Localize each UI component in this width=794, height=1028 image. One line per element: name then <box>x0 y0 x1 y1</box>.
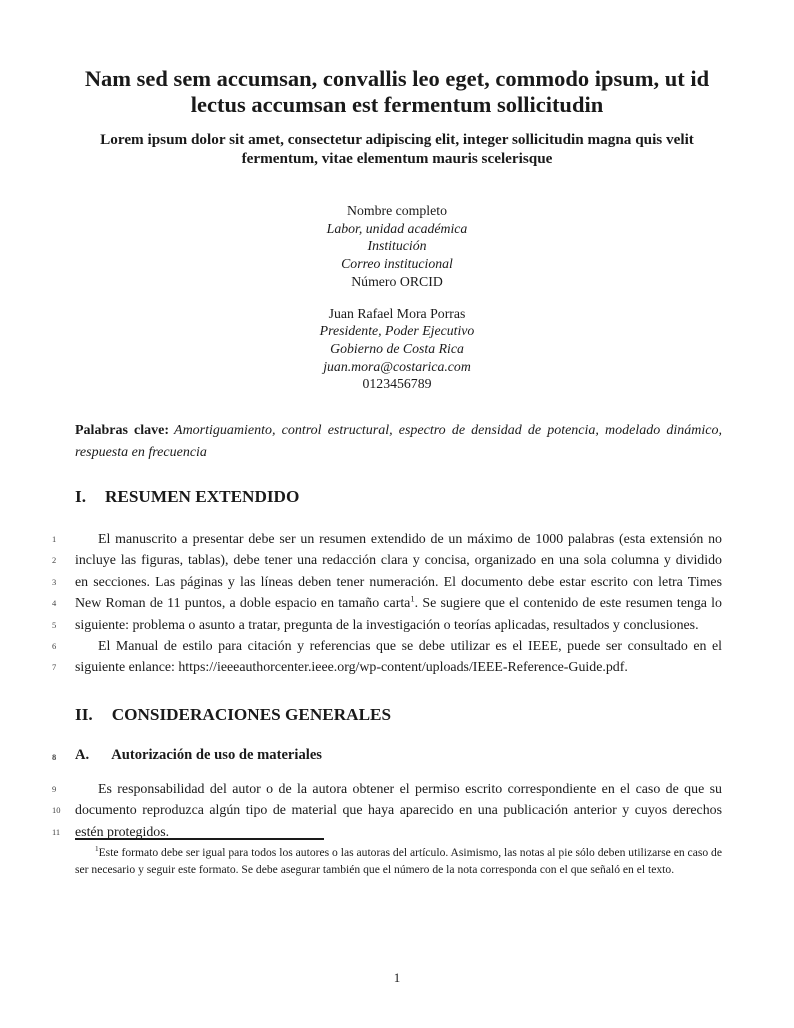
footnote <box>75 838 722 878</box>
line-text: estén protegidos. <box>75 824 170 840</box>
section-heading-consideraciones <box>75 705 391 725</box>
line-number: 5 <box>52 619 57 630</box>
body-line <box>52 800 722 821</box>
line-text: Es responsabilidad del autor o de la autora obtener el permiso escrito correspondiente en el caso de que su <box>98 782 722 797</box>
keywords-text: Amortiguamiento, control estructural, espectro de densidad de potencia, modelado dinámico, respuesta en frecuencia <box>75 423 722 461</box>
footnote-separator-rule <box>75 838 324 840</box>
line-number: 8 <box>52 752 57 762</box>
author-role: Labor, unidad académica <box>326 220 468 236</box>
body-line <box>52 636 722 657</box>
line-number: 6 <box>52 640 57 651</box>
line-number: 9 <box>52 784 57 794</box>
subsection-label: A. <box>75 747 90 763</box>
line-number: 10 <box>52 805 61 816</box>
line-text: El manuscrito a presentar debe ser un resumen extendido de un máximo de 1000 palabras (esta extensión no <box>98 532 722 547</box>
line-number: 2 <box>52 555 57 566</box>
subsection-heading-autorizacion <box>52 747 322 764</box>
keywords-paragraph <box>75 420 722 465</box>
subsection-title: Autorización de uso de materiales <box>111 747 322 763</box>
line-text: El Manual de estilo para citación y referencias que se debe utilizar es el IEEE, puede ser consultado en el <box>98 638 722 654</box>
body-line <box>52 529 722 550</box>
line-number: 11 <box>52 826 61 837</box>
section-title: CONSIDERACIONES GENERALES <box>111 705 392 724</box>
footnote-marker: 1 <box>95 845 99 854</box>
section-heading-resumen <box>75 487 299 507</box>
author-email: juan.mora@costarica.com <box>323 358 471 374</box>
line-text: siguiente: problema o asunto a tratar, pregunta de la investigación o teorías aplicadas, resultados y conclusiones. <box>75 617 699 633</box>
author-name: Nombre completo <box>346 203 447 218</box>
author-institution: Gobierno de Costa Rica <box>330 340 464 356</box>
page-number: 1 <box>393 970 401 985</box>
section-title: RESUMEN EXTENDIDO <box>105 487 300 506</box>
line-text: New Roman de 11 puntos, a doble espacio en tamaño carta <box>75 596 411 612</box>
body-section-1 <box>52 529 722 679</box>
author-role: Presidente, Poder Ejecutivo <box>319 323 475 339</box>
author-orcid: 0123456789 <box>362 376 432 392</box>
line-number: 7 <box>52 662 57 673</box>
keywords-label: Palabras clave: <box>75 423 170 438</box>
line-text: . Se sugiere que el contenido de este resumen tenga lo <box>414 596 722 612</box>
author-block-main <box>0 305 794 394</box>
section-number: II. <box>75 705 93 724</box>
author-blocks <box>0 202 794 393</box>
body-line-with-url <box>52 657 722 678</box>
paper-title: Nam sed sem accumsan, convallis leo eget, commodo ipsum, ut id lectus accumsan est fermentum sollicitudin <box>84 66 710 117</box>
body-line <box>52 572 722 593</box>
line-text: en secciones. Las páginas y las líneas deben tener numeración. El documento debe estar escrito con letra Times <box>75 574 722 590</box>
footnote-reference-mark: 1 <box>410 593 415 604</box>
paper-subtitle: Lorem ipsum dolor sit amet, consectetur adipiscing elit, integer sollicitudin magna quis velit fermentum, vitae elementum mauris scelerisque <box>100 131 694 167</box>
body-line <box>52 550 722 571</box>
body-line <box>52 779 722 800</box>
line-number: 1 <box>52 534 57 544</box>
body-line <box>52 593 722 614</box>
body-line <box>52 615 722 636</box>
line-text: incluye las figuras, tablas), debe tener una redacción clara y concisa, organizado en una sola columna y dividido <box>75 553 722 569</box>
author-block-template <box>0 202 794 291</box>
line-number: 4 <box>52 598 57 609</box>
body-section-2 <box>52 779 722 843</box>
section-number: I. <box>75 487 86 506</box>
author-institution: Institución <box>367 238 427 254</box>
line-text: siguiente enlance: https://ieeeauthorcenter.ieee.org/wp-content/uploads/IEEE-Reference-Guide.pdf. <box>75 660 628 676</box>
footnote-text: Este formato debe ser igual para todos los autores o las autoras del artículo. Asimismo, las notas al pie sólo deben utilizarse en caso de ser necesario y seguir este formato. Se debe asegurar también que el número de la nota corresponda con el que señaló en el texto. <box>75 846 722 876</box>
line-text: documento reproduzca algún tipo de material que haya aparecido en una publicación anterior y cuyos derechos <box>75 803 722 819</box>
author-email: Correo institucional <box>341 256 453 272</box>
footnote-text-block <box>75 845 722 878</box>
author-orcid: Número ORCID <box>351 273 443 289</box>
author-name: Juan Rafael Mora Porras <box>328 305 466 321</box>
line-number: 3 <box>52 576 57 587</box>
